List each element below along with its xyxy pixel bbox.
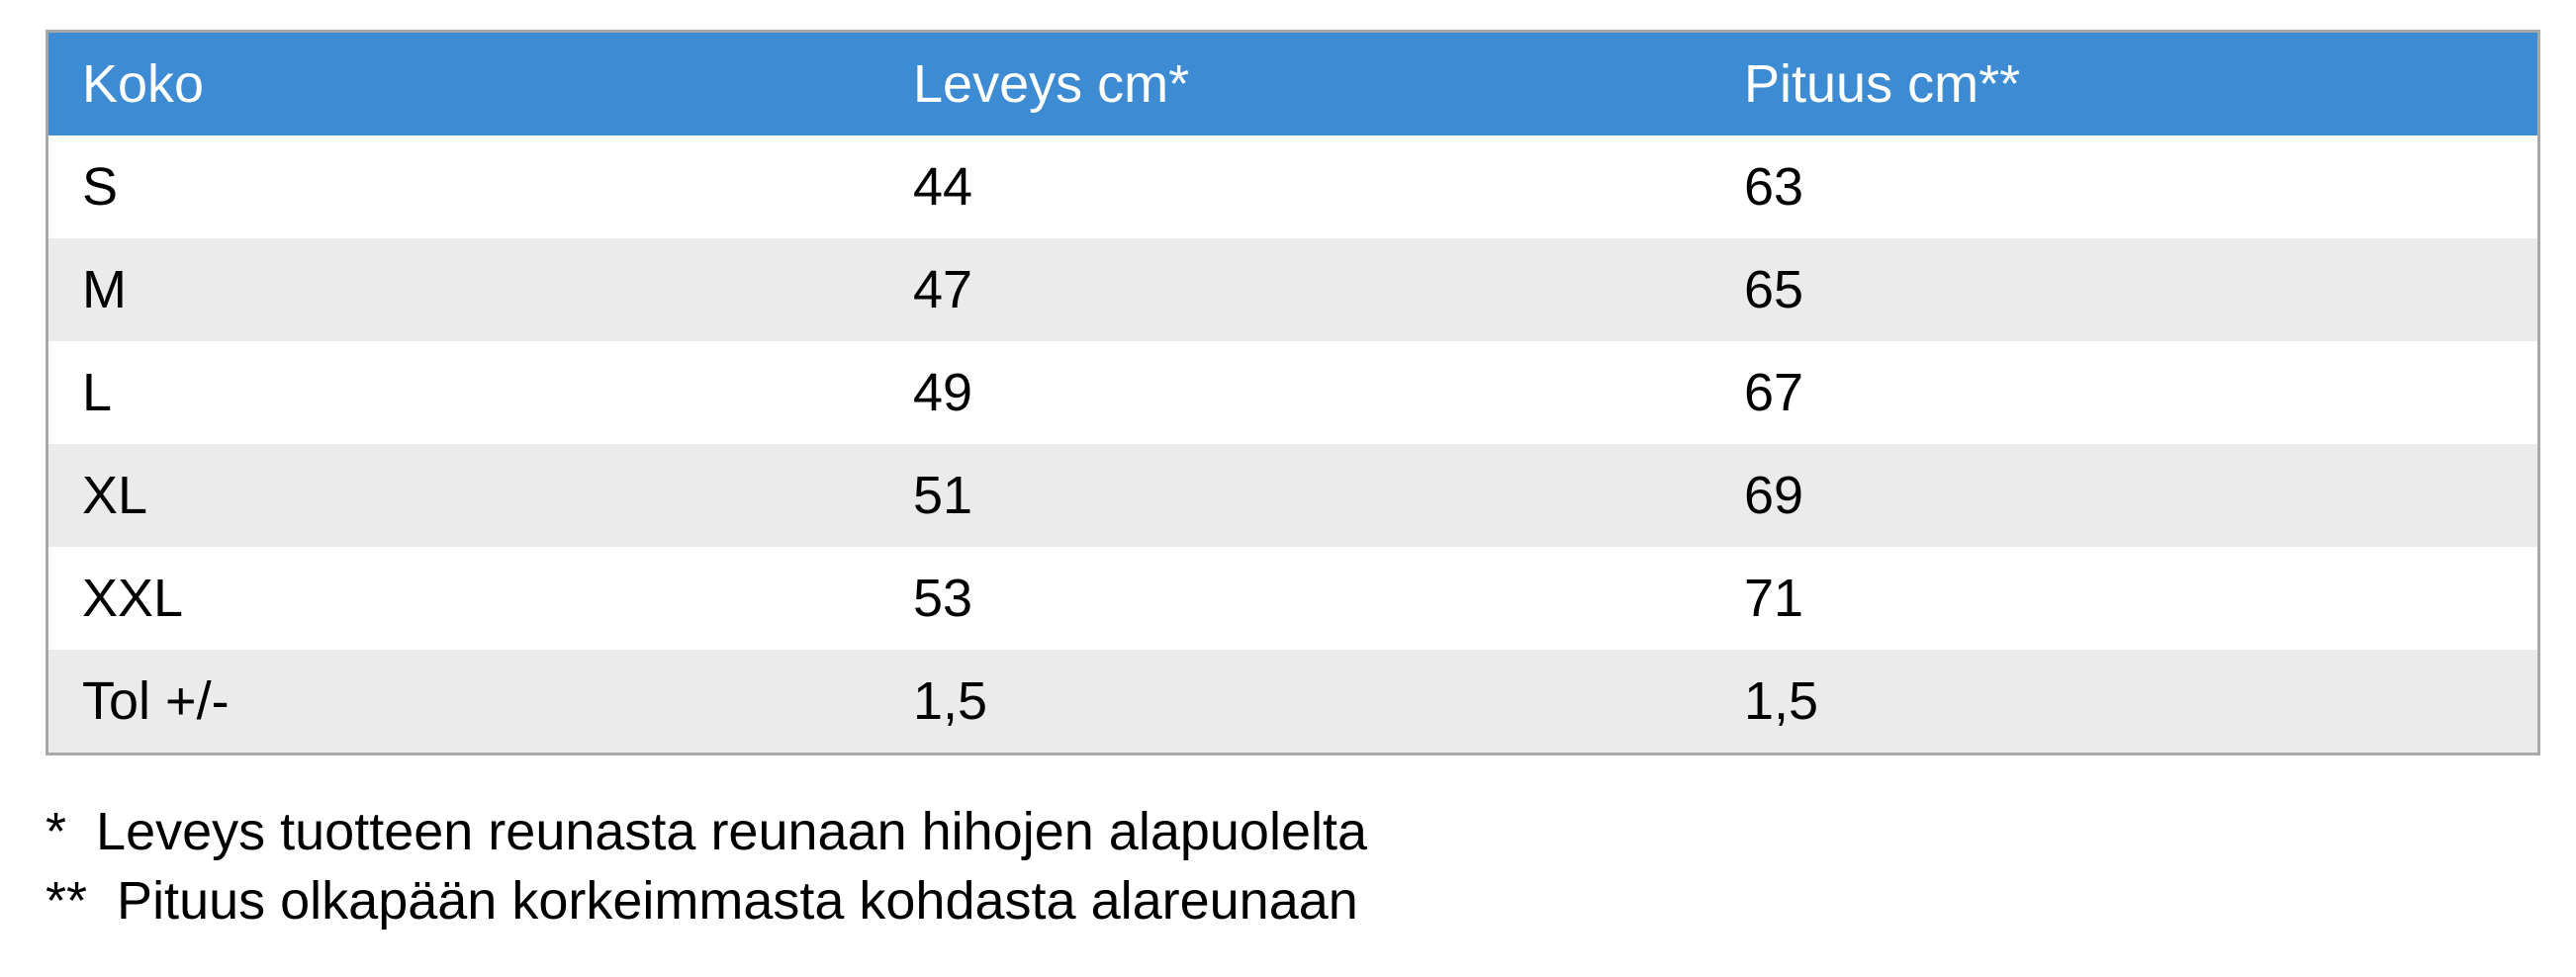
cell-width: 47 bbox=[879, 238, 1710, 341]
header-length: Pituus cm** bbox=[1710, 33, 2537, 135]
cell-size: M bbox=[48, 238, 879, 341]
cell-width: 53 bbox=[879, 547, 1710, 650]
table-row-tolerance bbox=[48, 650, 2537, 753]
cell-length: 67 bbox=[1710, 341, 2537, 444]
cell-size: XL bbox=[48, 444, 879, 547]
footnote-length bbox=[46, 866, 1367, 935]
cell-length: 71 bbox=[1710, 547, 2537, 650]
footnote-text: Pituus olkapään korkeimmasta kohdasta alareunaan bbox=[117, 871, 1358, 931]
footnotes bbox=[46, 797, 1367, 935]
cell-width: 1,5 bbox=[879, 650, 1710, 753]
header-width: Leveys cm* bbox=[879, 33, 1710, 135]
cell-length: 69 bbox=[1710, 444, 2537, 547]
cell-width: 44 bbox=[879, 135, 1710, 238]
footnote-text: Leveys tuotteen reunasta reunaan hihojen alapuolelta bbox=[96, 802, 1368, 861]
table-row bbox=[48, 547, 2537, 650]
footnote-marker: * bbox=[46, 802, 67, 861]
cell-length: 1,5 bbox=[1710, 650, 2537, 753]
cell-size: S bbox=[48, 135, 879, 238]
cell-length: 63 bbox=[1710, 135, 2537, 238]
cell-width: 49 bbox=[879, 341, 1710, 444]
table-row bbox=[48, 444, 2537, 547]
cell-size: XXL bbox=[48, 547, 879, 650]
cell-size: L bbox=[48, 341, 879, 444]
cell-length: 65 bbox=[1710, 238, 2537, 341]
table-header-row bbox=[48, 33, 2537, 135]
footnote-marker: ** bbox=[46, 871, 88, 931]
cell-size: Tol +/- bbox=[48, 650, 879, 753]
size-table bbox=[46, 30, 2540, 755]
table-row bbox=[48, 238, 2537, 341]
table-row bbox=[48, 341, 2537, 444]
cell-width: 51 bbox=[879, 444, 1710, 547]
table-row bbox=[48, 135, 2537, 238]
header-size: Koko bbox=[48, 33, 879, 135]
footnote-width bbox=[46, 797, 1367, 866]
